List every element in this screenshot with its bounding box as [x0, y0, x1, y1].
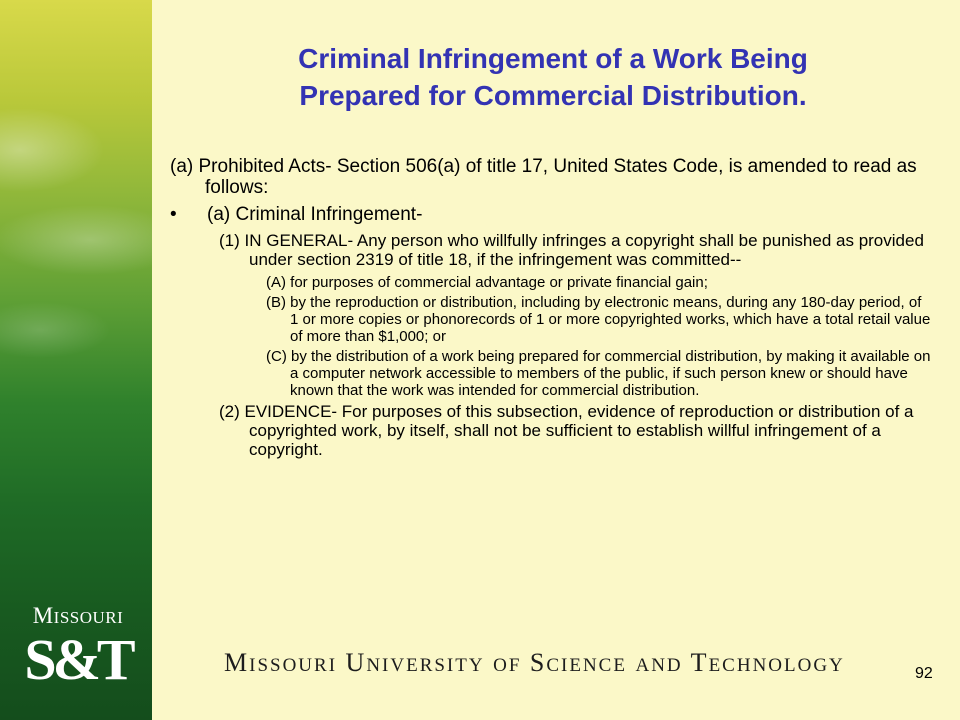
bullet-criminal-infringement: [170, 204, 932, 226]
paragraph-prohibited-acts: (a) Prohibited Acts- Section 506(a) of title 17, United States Code, is amended to read as follows:: [170, 156, 917, 198]
slide-title: [200, 40, 906, 114]
sidebar-gradient: [0, 0, 152, 720]
slide-body: [170, 156, 932, 464]
footer-university-name: MISSOURI UNIVERSITY OF SCIENCE AND TECHNOLOGY: [224, 648, 845, 677]
missouri-st-logo: [18, 603, 138, 692]
item-b-reproduction: (B) by the reproduction or distribution, including by electronic means, during any 180-day period, of 1 or more copies or phonorecords of 1 or more copyrighted works, which have a total retail value of more than $1,000; or: [266, 294, 931, 345]
bullet-dot: •: [170, 204, 177, 225]
title-line-1: Criminal Infringement of a Work Being: [298, 43, 808, 74]
item-evidence: (2) EVIDENCE- For purposes of this subsection, evidence of reproduction or distribution of a copyrighted work, by itself, shall not be sufficient to establish willful infringement of a copyright.: [219, 402, 914, 459]
title-line-2: Prepared for Commercial Distribution.: [299, 80, 807, 111]
item-a-commercial-advantage: (A) for purposes of commercial advantage or private financial gain;: [266, 274, 708, 291]
page-number: 92: [915, 665, 933, 682]
item-c-distribution: (C) by the distribution of a work being prepared for commercial distribution, by making it available on a computer network accessible to members of the public, if such person knew or should have known that the work was intended for commercial distribution.: [266, 348, 931, 399]
logo-st-text: S&T: [24, 627, 132, 692]
logo-missouri-text: MISSOURI: [32, 603, 124, 628]
bullet-text: (a) Criminal Infringement-: [207, 204, 423, 225]
item-in-general: (1) IN GENERAL- Any person who willfully infringes a copyright shall be punished as provided under section 2319 of title 18, if the infringement was committed--: [219, 231, 924, 269]
